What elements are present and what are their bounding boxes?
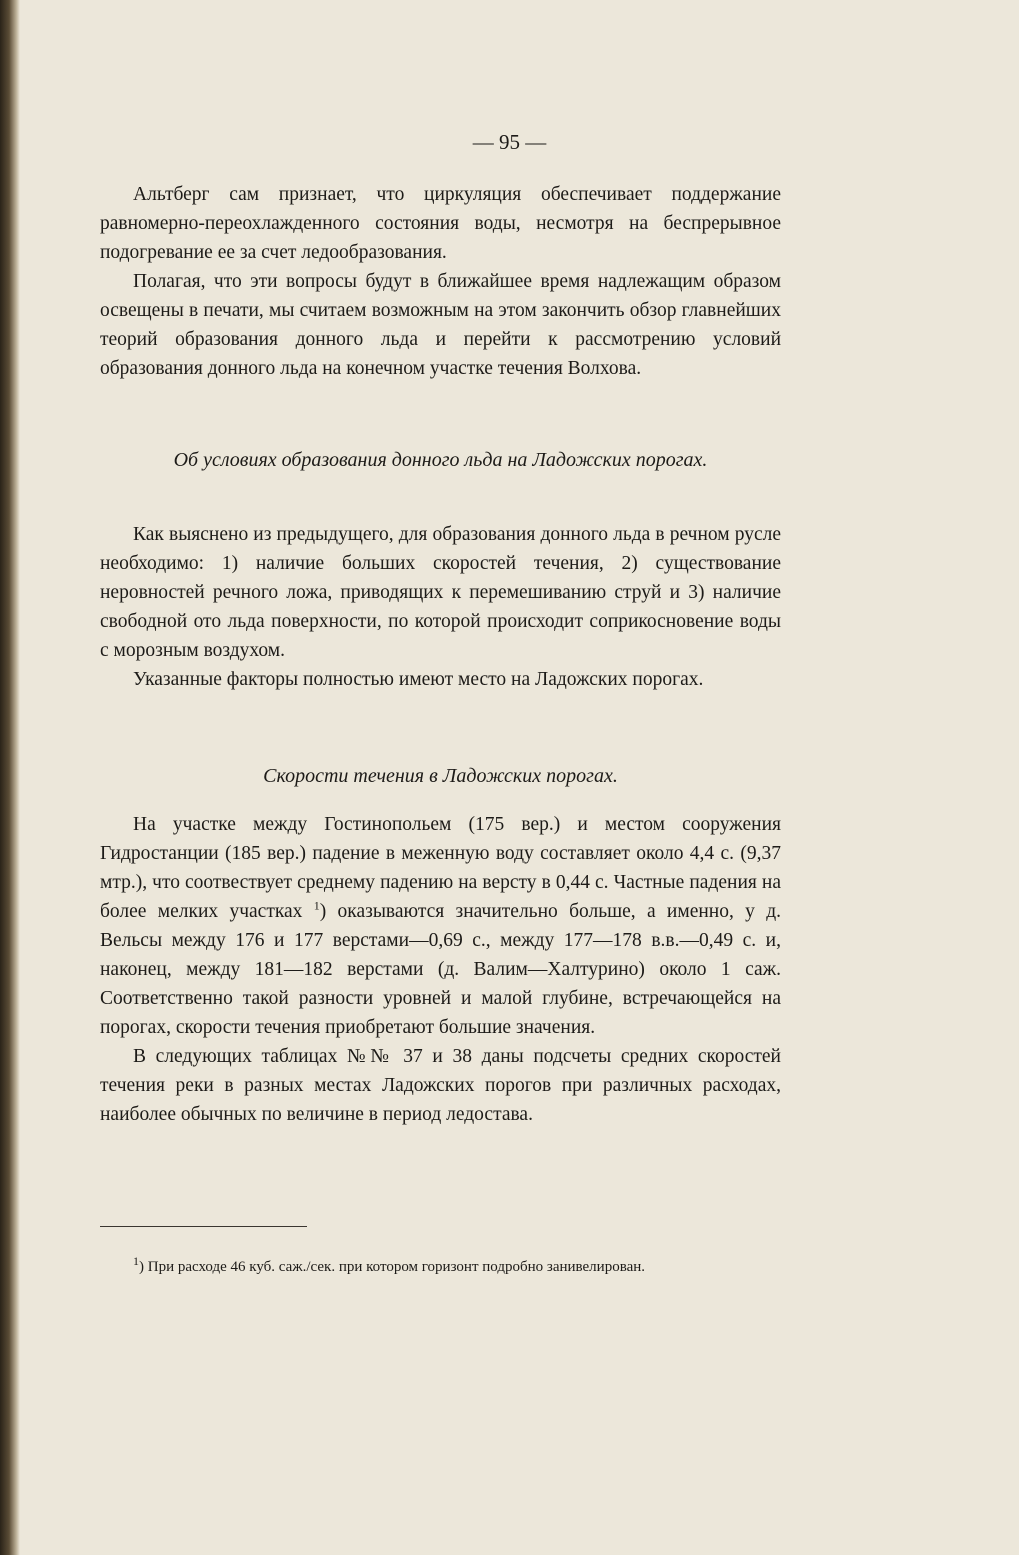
body-text-top bbox=[100, 180, 781, 383]
paragraph-5 bbox=[100, 810, 781, 1042]
body-text-bottom bbox=[100, 810, 781, 1129]
paragraph-1: Альтберг сам признает, что циркуляция обеспечивает поддержание равномерно-переохлажденного состояния воды, несмотря на беспрерывное подогревание ее за счет ледообразования. bbox=[100, 184, 781, 263]
paragraph-3: Как выяснено из предыдущего, для образования донного льда в речном русле необходимо: 1) наличие больших скоростей течения, 2) существование неровностей речного ложа, приводящих к перемешиванию струй и 3) наличие свободной ото льда поверхности, по которой происходит соприкосновение воды с морозным воздухом. bbox=[100, 524, 781, 661]
heading-1: Об условиях образования донного льда на Ладожских порогах. bbox=[173, 449, 708, 471]
section-heading-bottom-ice bbox=[100, 446, 781, 475]
section-heading-velocity bbox=[100, 762, 781, 791]
paragraph-2: Полагая, что эти вопросы будут в ближайшее время надлежащим образом освещены в печати, мы считаем возможным на этом закончить обзор главнейших теорий образования донного льда и перейти к рассмотрению условий образования донного льда на конечном участке течения Волхова. bbox=[100, 271, 781, 379]
body-text-middle bbox=[100, 520, 781, 694]
book-spine-shadow bbox=[0, 0, 20, 1555]
paragraph-5-part-a: На участке между Гостинопольем (175 вер.) и местом сооружения Гидростанции (185 вер.) падение в меженную воду составляет около 4,4 с. (9,37 мтр.), что соотвествует среднему падению на версту в 0,44 с. Частные падения на более мелких участках bbox=[100, 814, 781, 922]
footnote-marker: 1 bbox=[133, 1254, 139, 1268]
paragraph-6: В следующих таблицах №№ 37 и 38 даны подсчеты средних скоростей течения реки в разных местах Ладожских порогов при различных расходах, наиболее обычных по величине в период ледостава. bbox=[100, 1046, 781, 1125]
footnote-reference: 1 bbox=[313, 898, 320, 913]
heading-2: Скорости течения в Ладожских порогах. bbox=[263, 765, 618, 787]
page-number: — 95 — bbox=[472, 130, 547, 154]
paragraph-5-part-b: ) оказываются значительно больше, а именно, у д. Вельсы между 176 и 177 верстами—0,69 с., между 177—178 в.в.—0,49 с. и, наконец, между 181—182 верстами (д. Валим—Халтурино) около 1 саж. Соответственно такой разности уровней и малой глубине, встречающейся на порогах, скорости течения приобретают большие значения. bbox=[100, 901, 781, 1038]
footnote-divider bbox=[100, 1226, 307, 1227]
paragraph-4: Указанные факторы полностью имеют место на Ладожских порогах. bbox=[133, 669, 704, 690]
footnote-text: ) При расходе 46 куб. саж./сек. при котором горизонт подробно занивелирован. bbox=[139, 1259, 646, 1275]
footnote bbox=[100, 1255, 781, 1279]
